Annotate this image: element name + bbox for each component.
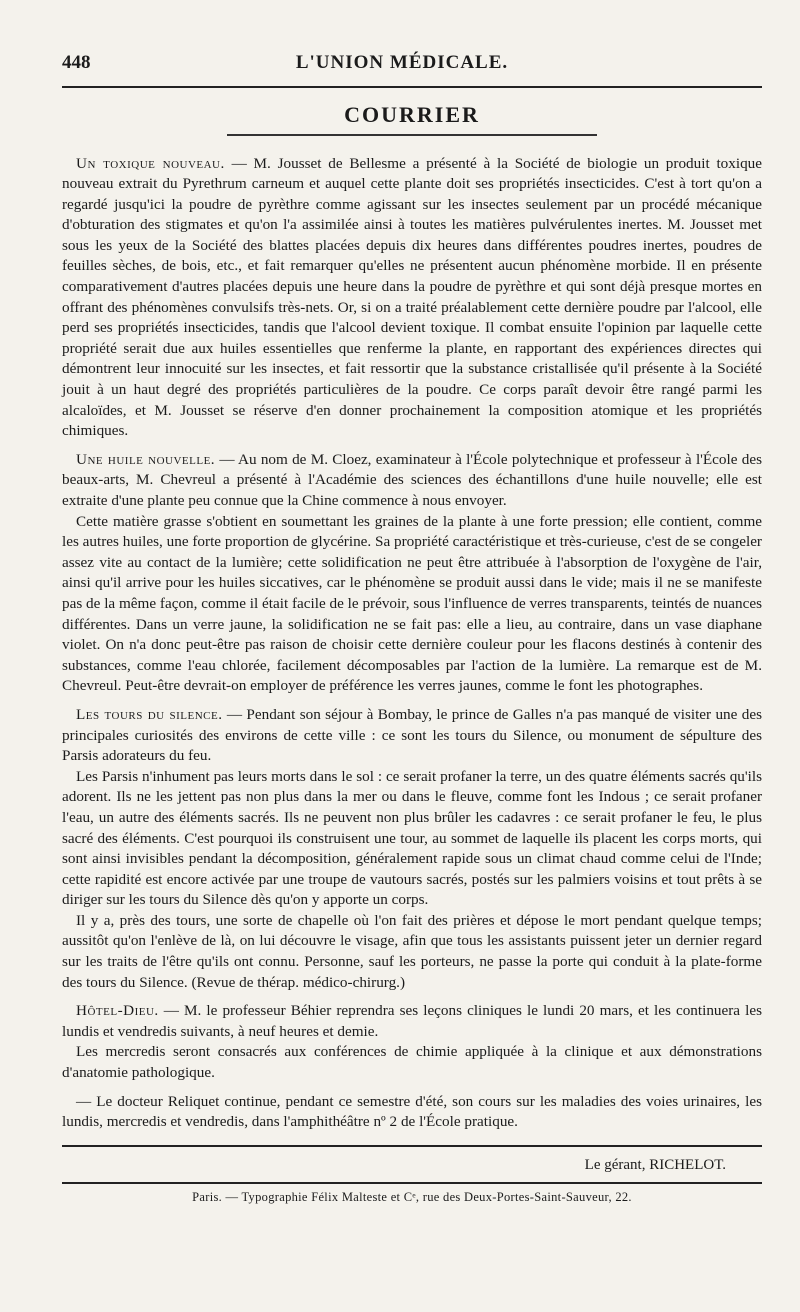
paragraph-text: — M. Jousset de Bellesme a présenté à la Société de biologie un produit toxique nouveau extrait du Pyrethrum carneum et auquel cette plante doit ses propriétés insecticides. C'est à tort qu'on a regardé jusqu'ici la poudre de pyrèthre comme agissant sur les insectes seulement par un procédé mécanique d'obturation des stigmates et qu'on l'a assimilée ainsi à toutes les matières pulvérulentes inertes. M. Jousset met sous les yeux de la Société des blattes placées depuis dix heures dans différentes poudres inertes, poudres de feuilles sèches, de bois, etc., et fait remarquer qu'elles ne présentent aucun phénomène morbide. Il en présente comparativement d'autres placées depuis une heure dans la poudre de pyrèthre et qui sont déjà presque mortes en offrant des phénomènes convulsifs très-nets. Or, si on a traité préalablement cette dernière poudre par l'alcool, elle perd ses propriétés insecticides, tandis que l'alcool devient toxique. Il combat ensuite l'opinion par laquelle cette propriété serait due aux huiles essentielles que renferme la plante, en rapportant des expériences directes qui démontrent leur innocuité sur les insectes, et fait ressortir que la substance cristallisée qu'il présente à la Société jouit à un haut degré des propriétés particulières de la poudre. Ce corps paraît devoir être rangé parmi les alcaloïdes, et M. Jousset se réserve d'en donner prochainement la composition atomique et les propriétés chimiques. — [62, 154, 762, 440]
header-rule — [62, 86, 762, 88]
paragraph — [62, 767, 762, 911]
paragraph-text: — Pendant son séjour à Bombay, le prince de Galles n'a pas manqué de visiter une des principales curiosités des environs de cette ville : ce sont les tours du Silence, ou monument de sépulture des Parsis adorateurs du feu. — [62, 705, 763, 765]
paragraph — [62, 911, 762, 993]
title-rule — [227, 134, 597, 136]
paragraph — [62, 1001, 762, 1042]
paragraph-text: — Le docteur Reliquet continue, pendant ce semestre d'été, son cours sur les maladies des voies urinaires, les lundis, mercredis et vendredis, dans l'amphithéâtre nº 2 de l'École pratique. — [62, 1092, 762, 1131]
printer-imprint: Paris. — Typographie Félix Malteste et Cᵉ, rue des Deux-Portes-Saint-Sauveur, 22. — [192, 1190, 632, 1205]
paragraph-lead: Les tours du silence. — [76, 705, 223, 723]
signature: Le gérant, RICHELOT. — [584, 1156, 726, 1173]
paragraph — [62, 450, 762, 512]
paragraph-text: — M. le professeur Béhier reprendra ses leçons cliniques le lundi 20 mars, et les continuera les lundis et vendredis suivants, à neuf heures et demie. — [62, 1002, 762, 1040]
section-title: COURRIER — [344, 102, 480, 127]
paragraph-text: Les Parsis n'inhument pas leurs morts dans le sol : ce serait profaner la terre, un des quatre éléments sacrés qu'ils adorent. Ils ne les jettent pas non plus dans la mer ou dans le fleuve, comme font les Indous ; ce serait profaner l'eau, un autre des éléments sacrés. Ils ne peuvent non plus brûler les cadavres : ce serait profaner le feu, le plus sacré des éléments. C'est pourquoi ils construisent une tour, au sommet de laquelle ils placent les corps morts, qui sont ainsi invisibles pendant la décomposition, généralement rapide sous un climat chaud comme celui de l'Inde; cette rapidité est encore activée par une troupe de vautours sacrés, postés sur les palmiers voisins et tout prêts à se diriger sur les tours du Silence dès qu'on y apporte un corps. — [62, 767, 762, 909]
article-body — [62, 154, 762, 1133]
imprint-rule — [62, 1182, 762, 1185]
paragraph-lead: Un toxique nouveau. — [76, 154, 225, 172]
paragraph — [62, 1042, 762, 1083]
page-number: 448 — [62, 52, 91, 73]
document-page — [62, 52, 762, 1205]
paragraph — [62, 154, 762, 442]
footer-rule — [62, 1145, 762, 1147]
paragraph-text: Il y a, près des tours, une sorte de chapelle où l'on fait des prières et dépose le mort pendant quelque temps; aussitôt qu'on l'enlève de là, on lui découvre le visage, afin que tous les assistants puissent jeter un dernier regard sur les traits de l'être qu'ils ont connu. Personne, sauf les porteurs, ne passe la porte qui conduit à la plate-forme des tours du Silence. (Revue de thérap. médico-chirurg.) — [62, 911, 762, 991]
paragraph-text: Les mercredis seront consacrés aux conférences de chimie appliquée à la clinique et aux démonstrations d'anatomie pathologique. — [62, 1043, 762, 1082]
paragraph — [62, 512, 762, 697]
paragraph — [62, 1092, 762, 1133]
paragraph — [62, 705, 762, 767]
paragraph-lead: Une huile nouvelle. — [76, 450, 216, 468]
page-header — [62, 52, 762, 82]
running-title: L'UNION MÉDICALE. — [295, 52, 509, 73]
paragraph-lead: Hôtel-Dieu. — [76, 1002, 159, 1020]
paragraph-text: Cette matière grasse s'obtient en soumettant les graines de la plante à une forte pression; elle contient, comme les autres huiles, une forte proportion de glycérine. Sa propriété caractéristique et très-curieuse, c'est de se congeler assez vite au contact de la lumière; cette solidification ne peut être attribuée à l'absorption de l'oxygène de l'air, ainsi qu'il arrive pour les huiles siccatives, car le phénomène se produit aussi dans le vide; mais il ne se manifeste pas de la même façon, comme il était facile de le prévoir, sous l'influence de verres transparents, teintés de nuances différentes. Dans un verre jaune, la solidification ne se fait pas: elle a lieu, au contraire, dans un vase diaphane violet. On n'a donc peut-être pas raison de choisir cette dernière couleur pour les flacons destinés à contenir des substances, comme l'eau chlorée, facilement décomposables par l'action de la lumière. La remarque est de M. Chevreul. Peut-être devrait-on employer de préférence les verres jaunes, comme le font les photographes. — [62, 512, 762, 695]
paragraph-text: — Au nom de M. Cloez, examinateur à l'École polytechnique et professeur à l'École des beaux-arts, M. Chevreul a présenté à l'Académie des sciences des échantillons d'une huile nouvelle; elle est extraite d'une plante peu connue que la Chine commence à nous envoyer. — [62, 450, 762, 509]
